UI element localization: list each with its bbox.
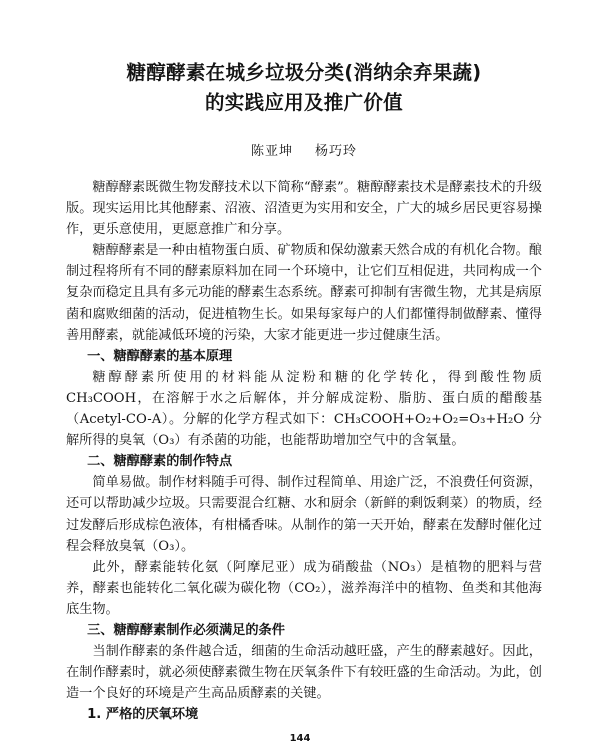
page-number: 144 — [289, 733, 311, 744]
title-line-1: 糖醇酵素在城乡垃圾分类(消纳余弃果蔬) — [126, 61, 482, 84]
author-name: 杨巧玲 — [315, 144, 358, 159]
subsection-heading: 1. 严格的厌氧环境 — [87, 707, 199, 723]
author-line — [66, 140, 542, 159]
document-title — [66, 58, 542, 118]
author-name: 陈亚坤 — [250, 144, 293, 159]
section-heading: 一、糖醇酵素的基本原理 — [87, 348, 233, 364]
body-paragraph: 此外，酵素能转化氨（阿摩尼亚）成为硝酸盐（NO₃）是植物的肥料与营养，酵素也能转化二氧化碳为碳化物（CO₂），滋养海洋中的植物、鱼类和其他海底生物。 — [66, 559, 542, 617]
body-paragraph: 糖醇酵素是一种由植物蛋白质、矿物质和保幼激素天然合成的有机化合物。酿制过程将所有不同的酵素原料加在同一个环境中，让它们互相促进，共同构成一个复杂而稳定且具有多元功能的酵素生态系统。酵素可抑制有害微生物，尤其是病原菌和腐败细菌的活动，促进植物生长。如果每家每户的人们都懂得制做酵素、懂得善用酵素，就能减低环境的污染，大家才能更进一步过健康生活。 — [66, 243, 542, 343]
body-paragraph: 糖醇酵素既微生物发酵技术以下简称“酵素”。糖醇酵素技术是酵素技术的升级版。现实运用比其他酵素、沼液、沼渣更为实用和安全，广大的城乡居民更容易操作，更乐意使用，更愿意推广和分享。 — [66, 180, 542, 238]
body-paragraph: 当制作酵素的条件越合适，细菌的生命活动越旺盛，产生的酵素越好。因此，在制作酵素时，就必须使酵素微生物在厌氧条件下有较旺盛的生命活动。为此，创造一个良好的环境是产生高品质酵素的关键。 — [66, 644, 542, 702]
body-paragraph: 简单易做。制作材料随手可得、制作过程简单、用途广泛，不浪费任何资源，还可以帮助减少垃圾。只需要混合红糖、水和厨余（新鲜的剩饭剩菜）的物质，经过发酵后形成棕色液体，有柑橘香味。从制作的第一天开始，酵素在发酵时催化过程会释放臭氧（O₃）。 — [66, 475, 542, 554]
body-paragraph: 糖醇酵素所使用的材料能从淀粉和糖的化学转化，得到酸性物质CH₃COOH，在溶解于水之后解体，并分解成淀粉、脂肪、蛋白质的醋酸基（Acetyl-CO-A）。分解的化学方程式如下：CH₃COOH+O₂+O₂=O₃+H₂O 分解所得的臭氧（O₃）有杀菌的功能，也能帮助增加空气中的含氧量。 — [66, 369, 542, 449]
section-heading: 三、糖醇酵素制作必须满足的条件 — [87, 622, 285, 638]
title-line-2: 的实践应用及推广价值 — [204, 91, 403, 114]
section-heading: 二、糖醇酵素的制作特点 — [87, 454, 233, 470]
